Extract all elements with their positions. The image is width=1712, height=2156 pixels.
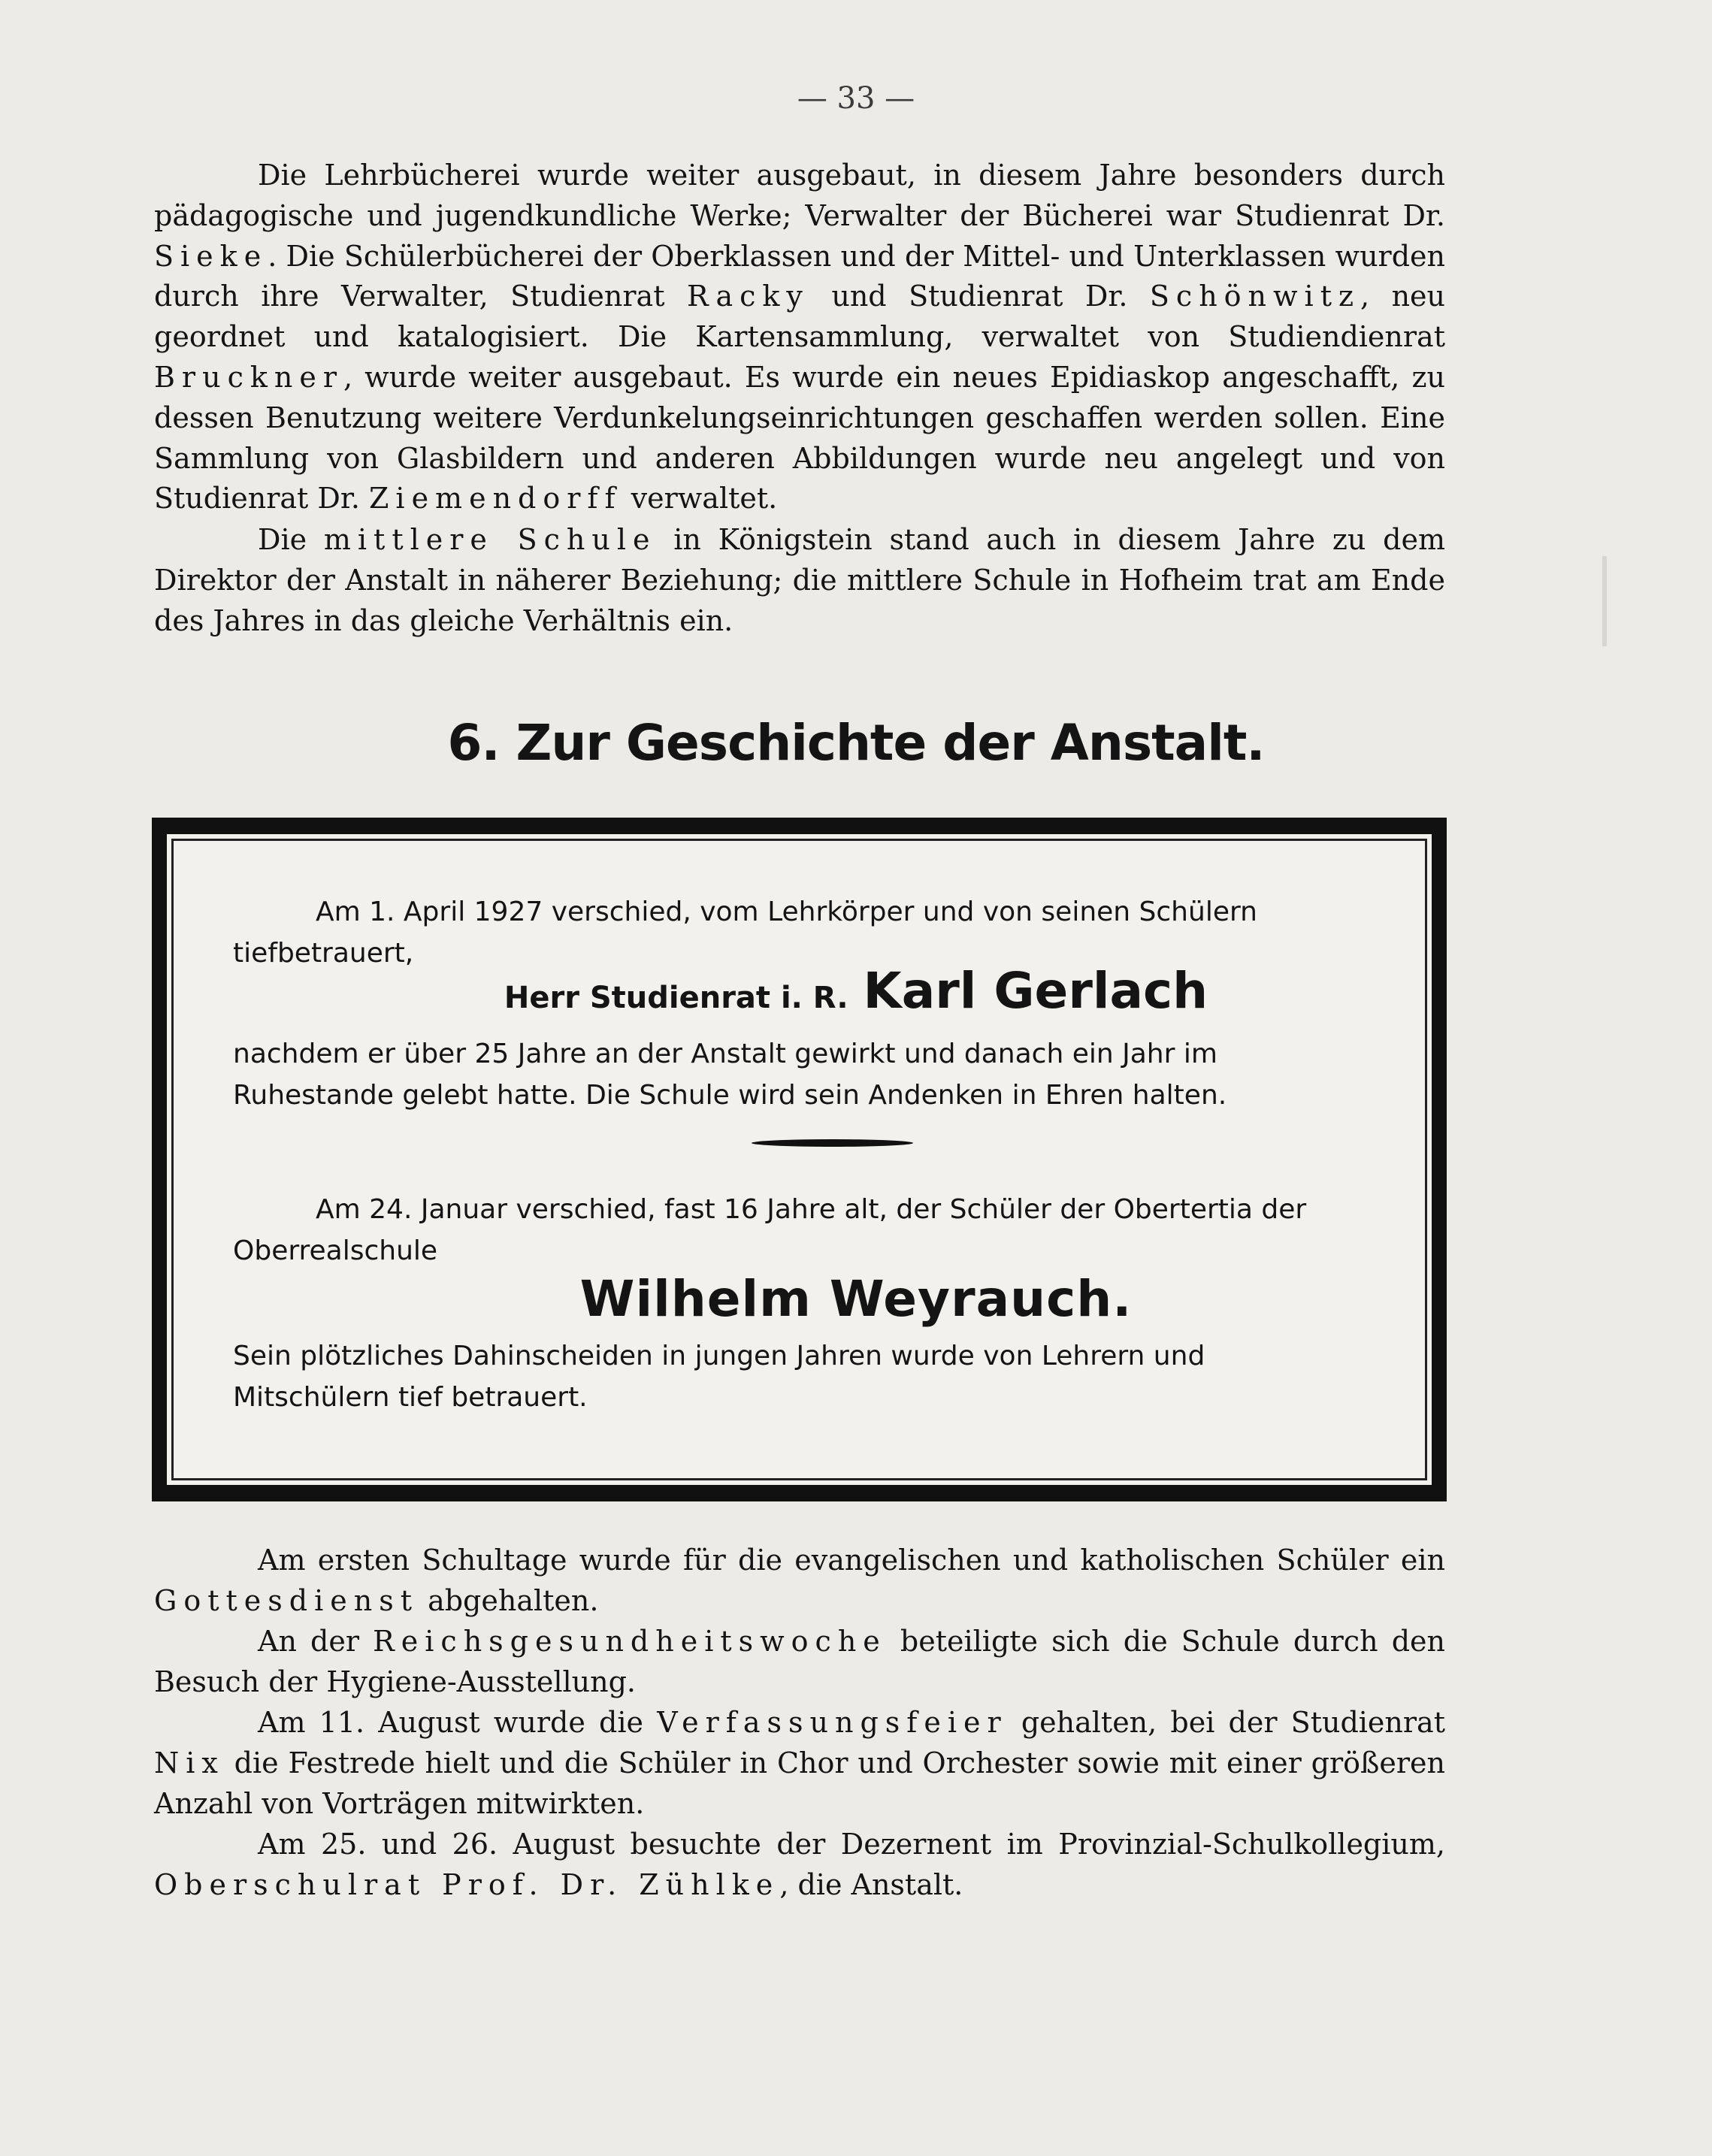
paragraph-service bbox=[154, 1541, 1445, 1622]
name-spaced: Reichsgesundheitswoche bbox=[373, 1625, 887, 1658]
separator-rule bbox=[752, 1139, 913, 1147]
memorial1-title: Herr Studienrat i. R. bbox=[504, 981, 848, 1015]
memorial2-intro: Am 24. Januar verschied, fast 16 Jahre alt, der Schüler der Obertertia der Oberrealschule bbox=[233, 1194, 1307, 1266]
text: Die Lehrbücherei wurde weiter ausgebaut, in diesem Jahre besonders durch pädagogische und jugendkundliche Werke; Verwalter der Bücherei war Studienrat Dr. bbox=[154, 159, 1445, 232]
name-spaced: Ziemendorff bbox=[369, 482, 622, 516]
text: Die bbox=[258, 523, 324, 556]
text: verwaltet. bbox=[622, 482, 778, 516]
paragraph-constitution-day bbox=[154, 1703, 1445, 1824]
text: , neu geordnet und katalogisiert. Die Kartensammlung, verwaltet von Studiendienrat bbox=[154, 280, 1445, 354]
memorial2-name: Wilhelm Weyrauch. bbox=[579, 1270, 1133, 1328]
name-spaced: Oberschulrat Prof. Dr. Zühlke bbox=[154, 1867, 780, 1901]
text: Am 11. August wurde die bbox=[258, 1706, 658, 1739]
memorial1-name bbox=[0, 962, 1712, 1020]
text: Am ersten Schultage wurde für die evangelischen und katholischen Schüler ein bbox=[258, 1544, 1445, 1577]
text: , die Anstalt. bbox=[779, 1867, 963, 1901]
text: die Festrede hielt und die Schüler in Chor und Orchester sowie mit einer größeren Anzahl von Vorträgen mitwirkten. bbox=[154, 1746, 1445, 1820]
text: Am 25. und 26. August besuchte der Dezernent im Provinzial-Schulkollegium, bbox=[258, 1828, 1445, 1861]
memorial1-name-text: Karl Gerlach bbox=[863, 962, 1208, 1020]
text: gehalten, bei der Studienrat bbox=[1007, 1706, 1445, 1739]
name-spaced: Racky bbox=[686, 280, 809, 313]
paragraph-middle-school bbox=[154, 520, 1445, 641]
name-spaced: Sieke bbox=[154, 239, 268, 273]
scan-edge-mark bbox=[1602, 556, 1607, 646]
memorial1-body: nachdem er über 25 Jahre an der Anstalt gewirkt und danach ein Jahr im Ruhestande gelebt hatte. Die Schule wird sein Andenken in Ehren halten. bbox=[233, 1039, 1227, 1111]
name-spaced: Bruckner bbox=[154, 360, 343, 394]
name-spaced: Verfassungsfeier bbox=[657, 1706, 1008, 1739]
page-number: — 33 — bbox=[797, 81, 915, 116]
paragraph-inspection bbox=[154, 1825, 1445, 1906]
section-heading: 6. Zur Geschichte der Anstalt. bbox=[447, 714, 1265, 772]
text: abgehalten. bbox=[418, 1583, 599, 1617]
name-spaced: Gottesdienst bbox=[154, 1583, 419, 1617]
name-spaced: mittlere Schule bbox=[323, 523, 657, 556]
text: . Die Schülerbücherei der Oberklassen und der Mittel- und Unterklassen wurden durch ihre Verwalter, Studienrat bbox=[154, 239, 1445, 313]
text: beteiligte sich die Schule durch den Besuch der Hygiene-Ausstellung. bbox=[154, 1625, 1445, 1698]
text: und Studienrat Dr. bbox=[809, 280, 1150, 313]
text: , wurde weiter ausgebaut. Es wurde ein neues Epidiaskop angeschafft, zu dessen Benutzung weitere Verdunkelungseinrichtungen geschaffen werden sollen. Eine Sammlung von Glasbildern und anderen Abbildungen wurde neu angelegt und von Studienrat Dr. bbox=[154, 360, 1445, 516]
text: An der bbox=[258, 1625, 374, 1658]
name-spaced: Schönwitz bbox=[1149, 280, 1361, 313]
paragraph-health-week bbox=[154, 1622, 1445, 1703]
memorial2-body: Sein plötzliches Dahinscheiden in jungen Jahren wurde von Lehrern und Mitschülern tief betrauert. bbox=[233, 1341, 1205, 1413]
name-spaced: Nix bbox=[154, 1746, 225, 1780]
paragraph-library bbox=[154, 156, 1445, 519]
text: in Königstein stand auch in diesem Jahre zu dem Direktor der Anstalt in näherer Beziehung; die mittlere Schule in Hofheim trat am Ende des Jahres in das gleiche Verhältnis ein. bbox=[154, 523, 1445, 637]
memorial1-intro: Am 1. April 1927 verschied, vom Lehrkörper und von seinen Schülern tiefbetrauert, bbox=[233, 897, 1257, 969]
